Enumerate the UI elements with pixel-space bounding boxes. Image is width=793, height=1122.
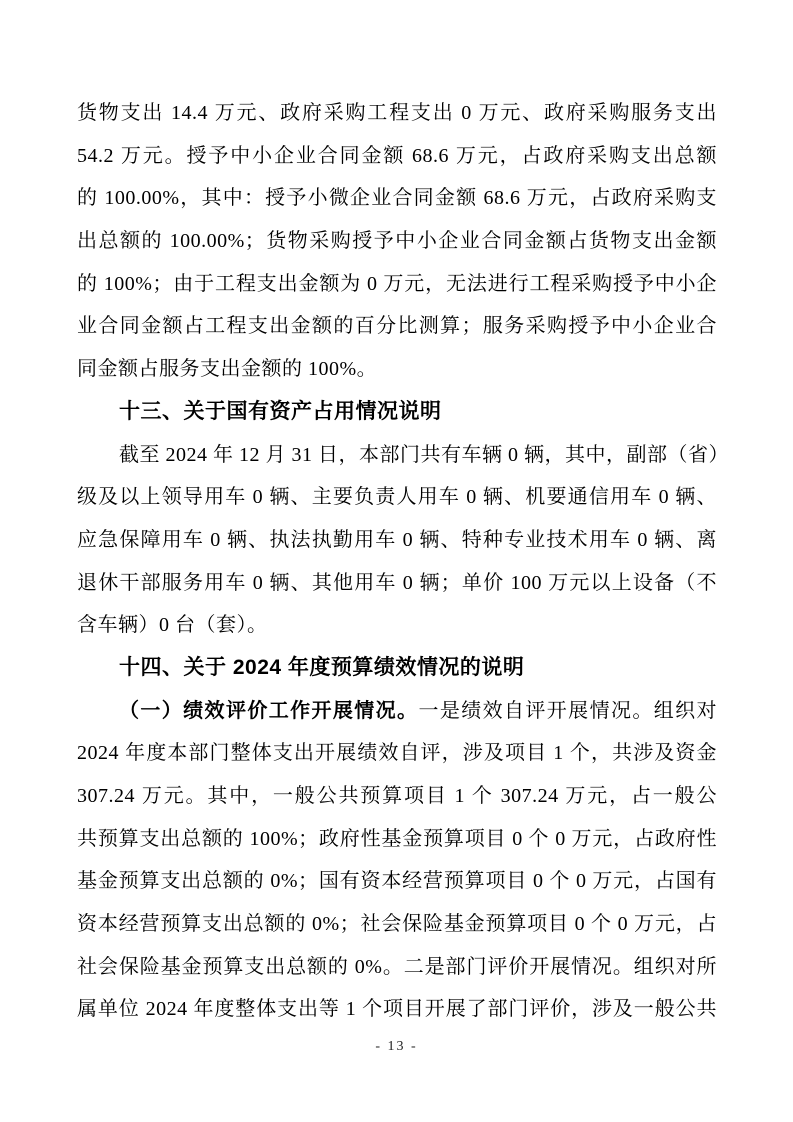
text-run: 退休干部服务用车 0 辆、其他用车 0 辆；单价 100 万元以上设备（不 <box>77 571 717 594</box>
text-run: 出总额的 100.00%；货物采购授予中小企业合同金额占货物支出金额 <box>77 230 717 253</box>
bold-run: 十四、关于 2024 年度预算绩效情况的说明 <box>119 655 525 679</box>
bold-run: 十三、关于国有资产占用情况说明 <box>119 399 442 423</box>
text-run: 业合同金额占工程支出金额的百分比测算；服务采购授予中小企业合 <box>77 315 717 338</box>
bold-run: （一）绩效评价工作开展情况。 <box>119 699 419 722</box>
text-line <box>77 818 717 861</box>
text-run: 基金预算支出总额的 0%；国有资本经营预算项目 0 个 0 万元，占国有 <box>77 870 717 893</box>
text-run: 社会保险基金预算支出总额的 0%。二是部门评价开展情况。组织对所 <box>77 955 717 978</box>
text-run: 货物支出 14.4 万元、政府采购工程支出 0 万元、政府采购服务支出 <box>77 102 717 124</box>
text-run: 应急保障用车 0 辆、执法执勤用车 0 辆、特种专业技术用车 0 辆、离 <box>77 528 717 551</box>
text-line <box>77 860 717 903</box>
text-run: 2024 年度本部门整体支出开展绩效自评，涉及项目 1 个，共涉及资金 <box>77 742 717 765</box>
page-number: - 13 - <box>375 1039 418 1054</box>
text-line <box>77 305 717 348</box>
text-run: 一是绩效自评开展情况。组织对 <box>418 699 718 722</box>
text-run: 资本经营预算支出总额的 0%；社会保险基金预算项目 0 个 0 万元，占 <box>77 913 717 936</box>
text-line <box>77 476 717 519</box>
text-line <box>77 519 717 562</box>
text-run: 级及以上领导用车 0 辆、主要负责人用车 0 辆、机要通信用车 0 辆、 <box>77 486 717 509</box>
text-run: 307.24 万元。其中，一般公共预算项目 1 个 307.24 万元，占一般公 <box>77 785 717 807</box>
text-run: 54.2 万元。授予中小企业合同金额 68.6 万元，占政府采购支出总额 <box>77 144 717 167</box>
text-line <box>77 903 717 946</box>
text-run: 截至 2024 年 12 月 31 日，本部门共有车辆 0 辆，其中，副部（省） <box>119 443 729 466</box>
text-line <box>77 135 717 178</box>
section-heading <box>77 391 717 434</box>
text-run: 属单位 2024 年度整体支出等 1 个项目开展了部门评价，涉及一般公共 <box>77 998 717 1021</box>
text-line <box>77 92 717 135</box>
text-run: 的 100.00%，其中：授予小微企业合同金额 68.6 万元，占政府采购支 <box>77 187 717 210</box>
text-line <box>77 348 717 391</box>
text-line <box>77 562 717 605</box>
text-line <box>77 775 717 818</box>
text-line <box>77 220 717 263</box>
text-line <box>77 732 717 775</box>
text-run: 含车辆）0 台（套）。 <box>77 614 268 637</box>
text-run: 同金额占服务支出金额的 100%。 <box>77 358 378 381</box>
text-line <box>77 434 729 477</box>
text-line <box>77 177 717 220</box>
text-line <box>77 690 717 733</box>
text-run: 共预算支出总额的 100%；政府性基金预算项目 0 个 0 万元，占政府性 <box>77 827 717 850</box>
text-run: 的 100%；由于工程支出金额为 0 万元，无法进行工程采购授予中小企 <box>77 272 717 295</box>
section-heading <box>77 647 717 690</box>
text-line <box>77 988 717 1031</box>
text-line <box>77 946 717 989</box>
text-line <box>77 604 717 647</box>
document-body <box>77 92 729 1031</box>
text-line <box>77 263 717 306</box>
